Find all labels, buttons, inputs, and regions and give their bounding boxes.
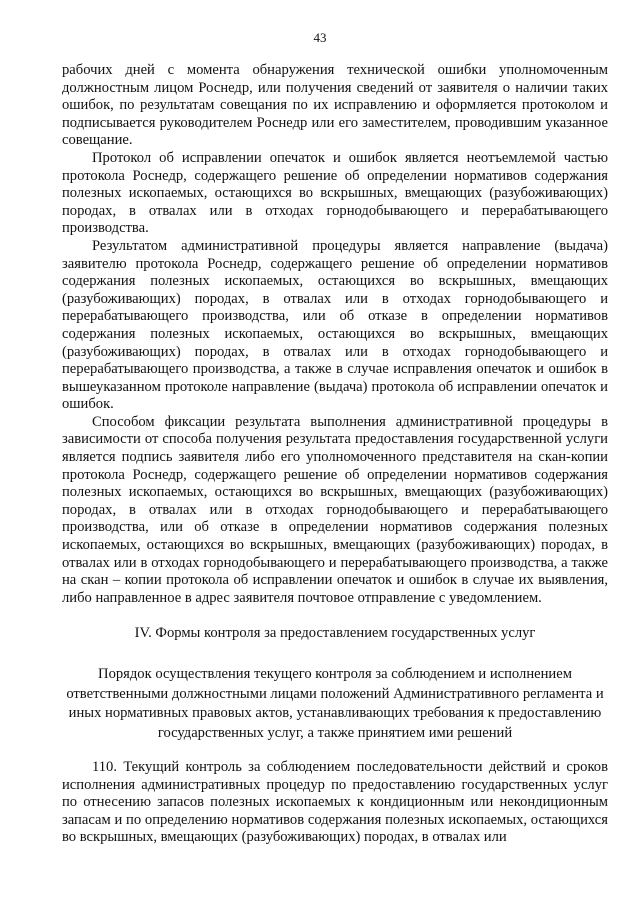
paragraph-110: 110. Текущий контроль за соблюдением последовательности действий и сроков исполнения административных процедур по предоставлению государственных услуг по отнесению запасов полезных ископаемых к кондиционным или некондиционным запасам и по определению нормативов содержания полезных ископаемых, остающихся во вскрышных, вмещающих (разубоживающих) породах, в отвалах или — [62, 759, 608, 846]
section-subheading: Порядок осуществления текущего контроля за соблюдением и исполнением ответственными должностными лицами положений Административного регламента и иных нормативных правовых актов, устанавливающих требования к предоставлению государственных услуг, а также принятием ими решений — [66, 666, 604, 741]
paragraph-continuation: рабочих дней с момента обнаружения технической ошибки уполномоченным должностным лицом Роснедр, или получения сведений от заявителя о наличии таких ошибок, по результатам совещания по их исправлению и оформляется протоколом и подписывается руководителем Роснедр или его заместителем, проводившим указанное совещание. — [62, 62, 608, 149]
paragraph-fixation-method: Способом фиксации результата выполнения административной процедуры в зависимости от способа получения результата предоставления государственной услуги является подпись заявителя либо его уполномоченного представителя на скан-копии протокола Роснедр, содержащего решение об определении нормативов содержания полезных ископаемых, остающихся во вскрышных, вмещающих (разубоживающих) породах, в отвалах или в отходах горнодобывающего и перерабатывающего производства, или об отказе в определении нормативов содержания полезных ископаемых, остающихся во вскрышных, вмещающих (разубоживающих) породах, в отвалах или в отходах горнодобывающего и перерабатывающего производства, а также на скан – копии протокола об исправлении опечаток и ошибок в случае их выявления, либо направленное в адрес заявителя почтовое отправление с уведомлением. — [62, 413, 608, 606]
document-body — [62, 62, 608, 847]
section-heading: IV. Формы контроля за предоставлением государственных услуг — [134, 625, 536, 642]
paragraph-correction-protocol: Протокол об исправлении опечаток и ошибок является неотъемлемой частью протокола Роснедр, содержащего решение об определении нормативов содержания полезных ископаемых, остающихся во вскрышных, вмещающих (разубоживающих) породах, в отвалах или в отходах горнодобывающего и перерабатывающего производства. — [62, 149, 608, 237]
paragraph-procedure-result: Результатом административной процедуры является направление (выдача) заявителю протокола Роснедр, содержащего решение об определении нормативов содержания полезных ископаемых, остающихся во вскрышных, вмещающих (разубоживающих) породах, в отвалах или в отходах горнодобывающего и перерабатывающего производства, или об отказе в определении нормативов содержания полезных ископаемых, остающихся во вскрышных, вмещающих (разубоживающих) породах, в отвалах или в отходах горнодобывающего и перерабатывающего производства, а также в случае исправления опечаток и ошибок в вышеуказанном протоколе направление (выдача) протокола об исправлении опечаток и ошибок. — [62, 237, 608, 413]
page-number: 43 — [313, 30, 327, 45]
